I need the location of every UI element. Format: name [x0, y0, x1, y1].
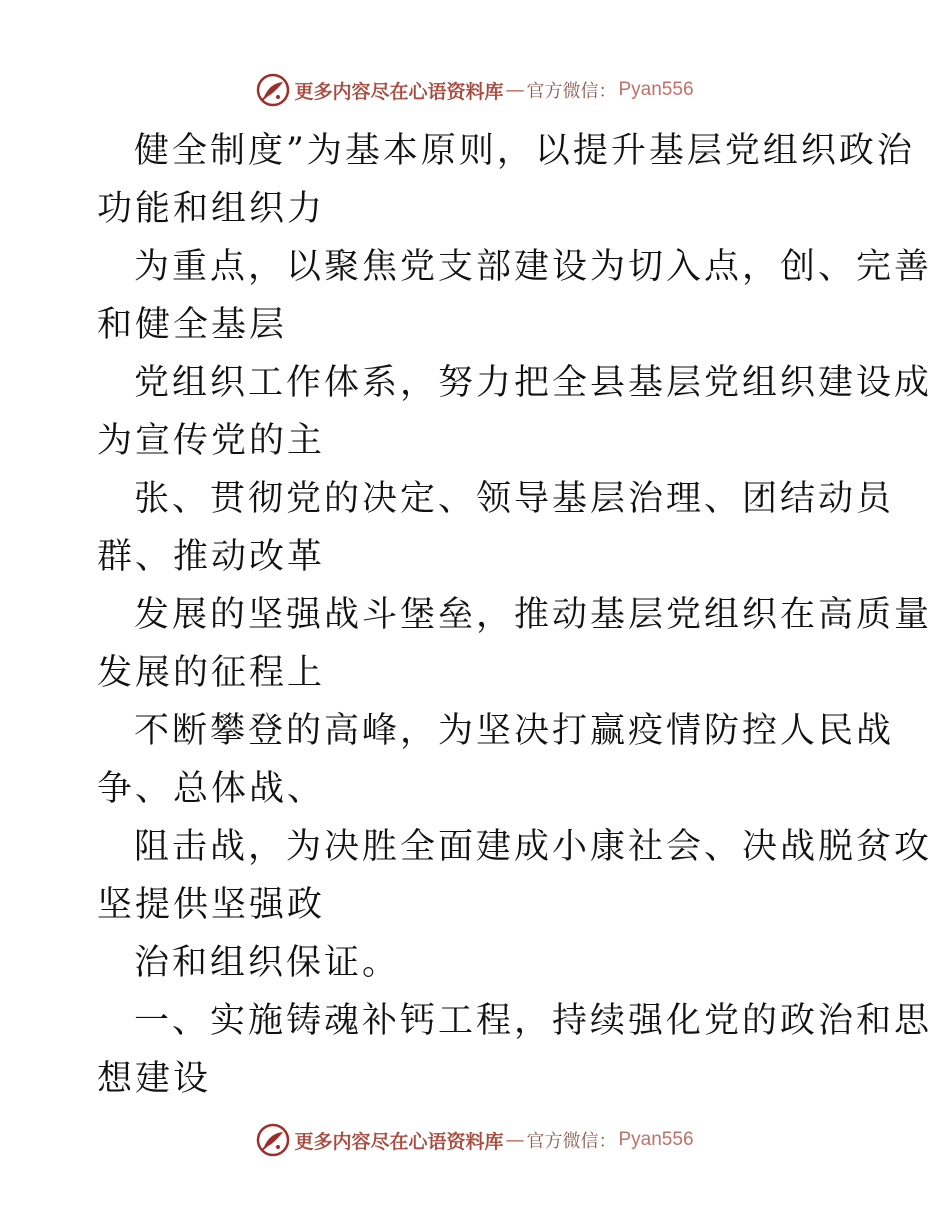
banner-brand-text: 更多内容尽在心语资料库	[294, 80, 504, 103]
banner-contact-id: Pyan556	[618, 79, 694, 100]
text-line: 和健全基层	[97, 305, 288, 345]
text-line: 功能和组织力	[97, 189, 326, 229]
banner-dash: —	[505, 79, 525, 101]
banner-contact-label: 官方微信：	[526, 81, 617, 102]
banner-contact-id: Pyan556	[618, 1129, 694, 1150]
text-line: 为宣传党的主	[97, 421, 326, 461]
pen-logo-icon	[256, 1123, 290, 1157]
text-line: 坚提供坚强政	[97, 885, 326, 925]
section-heading-line: 一、实施铸魂补钙工程，持续强化党的政治和思	[134, 1001, 933, 1041]
footer-watermark-banner	[0, 1120, 950, 1160]
text-line: 治和组织保证。	[134, 943, 401, 983]
text-line: 争、总体战、	[97, 769, 326, 809]
text-line: 阻击战，为决胜全面建成小康社会、决战脱贫攻	[134, 827, 933, 867]
text-line: 群、推动改革	[97, 537, 326, 577]
text-line: 党组织工作体系，努力把全县基层党组织建设成	[134, 363, 933, 403]
text-line: 发展的坚强战斗堡垒，推动基层党组织在高质量	[134, 595, 933, 635]
banner-dash: —	[505, 1129, 525, 1151]
text-line: 张、贯彻党的决定、领导基层治理、团结动员	[134, 479, 895, 519]
text-line: 健全制度”为基本原则，以提升基层党组织政治	[134, 131, 915, 171]
header-watermark-banner	[0, 70, 950, 110]
pen-logo-icon	[256, 73, 290, 107]
banner-brand-text: 更多内容尽在心语资料库	[294, 1130, 504, 1153]
text-line: 发展的征程上	[97, 653, 326, 693]
text-line: 为重点，以聚焦党支部建设为切入点，创、完善	[134, 247, 933, 287]
document-body	[97, 122, 933, 1108]
text-line: 不断攀登的高峰，为坚决打赢疫情防控人民战	[134, 711, 895, 751]
banner-contact-label: 官方微信：	[526, 1131, 617, 1152]
section-heading-line: 想建设	[97, 1059, 212, 1099]
